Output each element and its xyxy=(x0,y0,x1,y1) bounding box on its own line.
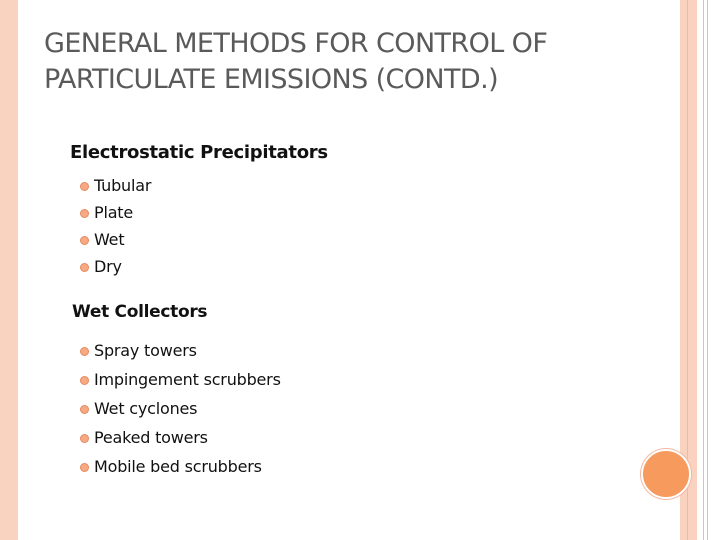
list-item xyxy=(78,253,151,280)
bullet-icon xyxy=(80,434,89,443)
electrostatic-precipitators-list xyxy=(78,172,151,280)
bullet-icon xyxy=(80,236,89,245)
bullet-icon xyxy=(80,182,89,191)
list-item-text: Tubular xyxy=(94,176,152,195)
list-item xyxy=(78,394,281,423)
right-border-rule xyxy=(687,0,688,540)
slide-title-line: PARTICULATE EMISSIONS (CONTD.) xyxy=(44,64,499,95)
list-item xyxy=(78,452,281,481)
list-item xyxy=(78,199,151,226)
list-item xyxy=(78,336,281,365)
list-item xyxy=(78,423,281,452)
list-item-text: Mobile bed scrubbers xyxy=(94,457,262,476)
bullet-icon xyxy=(80,209,89,218)
bullet-icon xyxy=(80,347,89,356)
bullet-icon xyxy=(80,376,89,385)
list-item-text: Plate xyxy=(94,203,134,222)
slide-title xyxy=(44,26,644,98)
bullet-icon xyxy=(80,263,89,272)
decorative-circle xyxy=(641,449,691,499)
list-item-text: Dry xyxy=(94,257,122,276)
bullet-icon xyxy=(80,463,89,472)
list-item xyxy=(78,172,151,199)
section-heading-wet-collectors: Wet Collectors xyxy=(72,302,208,322)
right-border-rule xyxy=(703,0,704,540)
bullet-icon xyxy=(80,405,89,414)
left-border-decoration xyxy=(0,0,18,540)
section-heading-electrostatic-precipitators: Electrostatic Precipitators xyxy=(70,142,328,163)
list-item xyxy=(78,365,281,394)
slide-title-line: GENERAL METHODS FOR CONTROL OF xyxy=(44,28,548,59)
list-item-text: Wet cyclones xyxy=(94,399,198,418)
list-item-text: Impingement scrubbers xyxy=(94,370,281,389)
right-border-rule xyxy=(707,0,708,540)
list-item-text: Wet xyxy=(94,230,125,249)
wet-collectors-list xyxy=(78,336,281,481)
list-item-text: Spray towers xyxy=(94,341,197,360)
list-item xyxy=(78,226,151,253)
list-item-text: Peaked towers xyxy=(94,428,208,447)
